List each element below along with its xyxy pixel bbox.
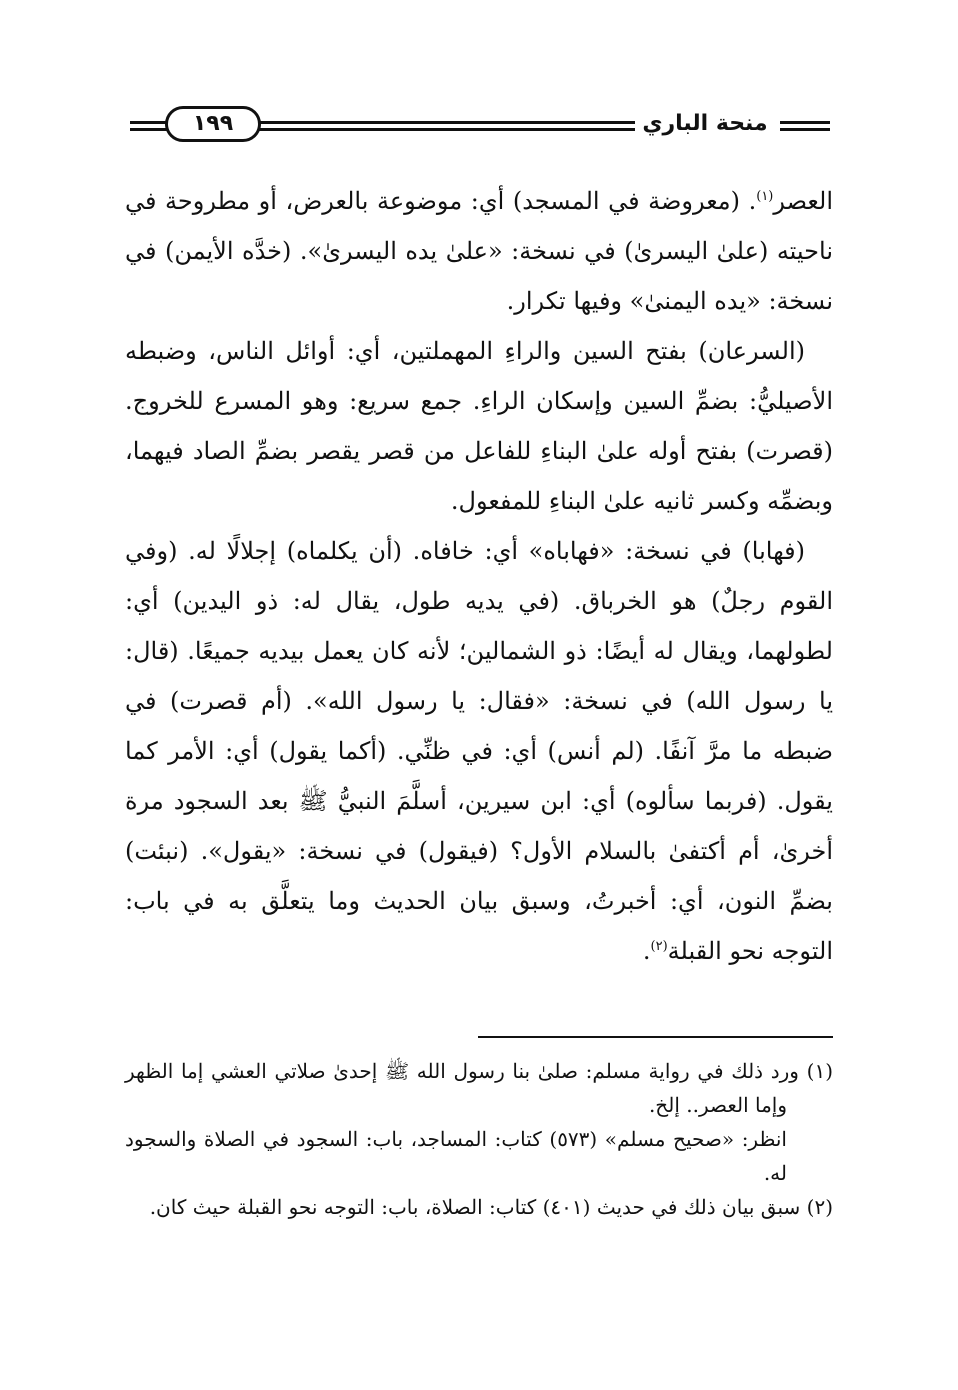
page-number: ١٩٩ (165, 106, 261, 142)
paragraph-2: (السرعان) بفتح السين والراءِ المهملتين، أي: أوائل الناس، وضبطه الأصيليُّ: بضمِّ السين وإسكان الراءِ. جمع سريع: وهو المسرع للخروج. (قصرت) بفتح أوله علىٰ البناءِ للفاعل من قصر يقصر بضمِّ الصاد فيهما، وبضمِّه وكسر ثانيه علىٰ البناءِ للمفعول. (125, 337, 833, 515)
paragraph-3-end: . (642, 937, 651, 965)
footnote-separator (478, 1036, 833, 1038)
footnote-2-text: سبق بيان ذلك في حديث (٤٠١) كتاب: الصلاة، باب: التوجه نحو القبلة حيث كان. (149, 1195, 801, 1219)
footnote-ref-1: (١) (756, 189, 774, 204)
footnote-1 (125, 1054, 833, 1122)
footnote-ref-2: (٢) (650, 939, 668, 954)
footnote-1-text: ورد ذلك في رواية مسلم: صلىٰ بنا رسول الله ﷺ إحدىٰ صلاتي العشي إما الظهر وإما العصر.. إلخ. (125, 1059, 799, 1117)
book-title: منحة الباري (635, 102, 775, 146)
footnote-1-reference: انظر: «صحيح مسلم» (٥٧٣) كتاب: المساجد، باب: السجود في الصلاة والسجود له. (125, 1127, 787, 1185)
footnote-1-marker: (١) (806, 1059, 833, 1083)
main-text (125, 176, 833, 976)
paragraph-1 (125, 176, 833, 326)
paragraph-1-start: العصر (773, 187, 833, 215)
footnote-2-marker: (٢) (806, 1195, 833, 1219)
paragraph-3-text: (فهابا) في نسخة: «فهاباه» أي: خافاه. (أن يكلماه) إجلالًا له. (وفي القوم رجلٌ) هو الخرباق. (في يديه طول، يقال له: ذو اليدين) أي: لطولهما، ويقال له أيضًا: ذو الشمالين؛ لأنه كان يعمل بيديه جميعًا. (قال: يا رسول الله) في نسخة: «فقال: يا رسول الله». (أم قصرت) في ضبطه ما مرَّ آنفًا. (لم أنس) أي: في ظنِّي. (أكما يقول) أي: الأمر كما يقول. (فربما سألوه) أي: ابن سيرين، أسلَّمَ النبيُّ ﷺ بعد السجود مرة أخرىٰ، أم أكتفىٰ بالسلام الأول؟ (فيقول) في نسخة: «يقول». (نبئت) بضمِّ النون، أي: أخبرتُ، وسبق بيان الحديث وما يتعلَّق به في باب: التوجه نحو القبلة (125, 537, 834, 965)
header-rule (780, 128, 830, 131)
paragraph-1-rest: . (معروضة في المسجد) أي: موضوعة بالعرض، أو مطروحة في ناحيته (علىٰ اليسرىٰ) في نسخة: «علىٰ يده اليسرىٰ». (خدَّه الأيمن) في نسخة: «يده اليمنىٰ» وفيها تكرار. (125, 187, 833, 315)
header-rule (780, 121, 830, 124)
paragraph-3 (125, 526, 833, 976)
running-header (125, 96, 833, 156)
footnotes (125, 1054, 833, 1224)
footnote-2 (125, 1190, 833, 1224)
